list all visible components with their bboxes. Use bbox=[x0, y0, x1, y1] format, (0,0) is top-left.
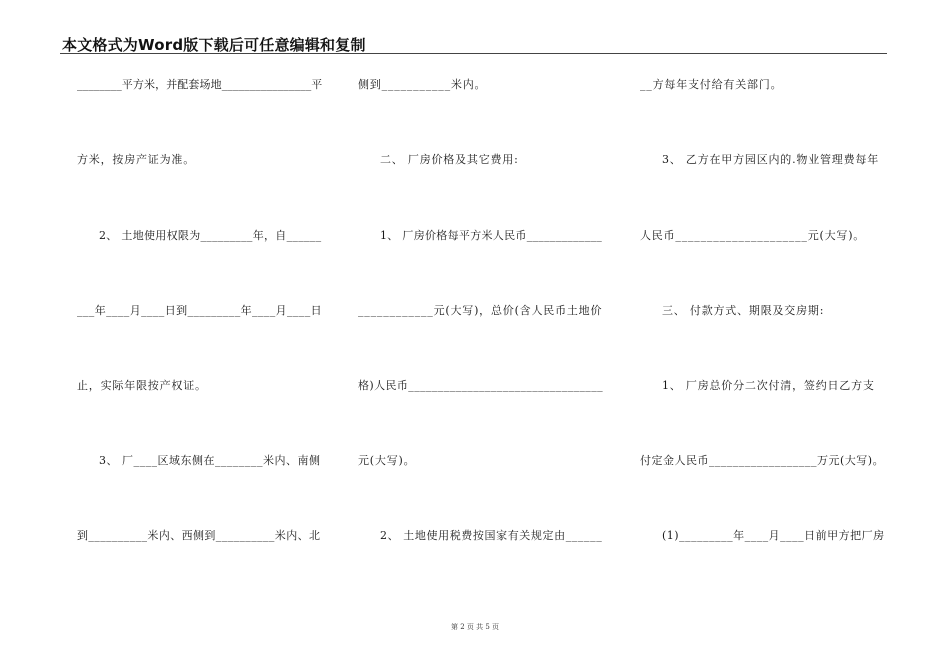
text-column-left bbox=[77, 0, 322, 672]
page-number: 第 2 页 共 5 页 bbox=[450, 623, 500, 631]
text-column-right bbox=[640, 0, 885, 672]
column-line: 侧到___________米内。 bbox=[358, 78, 487, 91]
column-line: 人民币_____________________元(大写)。 bbox=[640, 229, 866, 242]
column-line: 付定金人民币__________________万元(大写)。 bbox=[640, 454, 885, 467]
column-line: 三、 付款方式、期限及交房期: bbox=[662, 304, 825, 317]
column-line: ________平方米，并配套场地________________平 bbox=[77, 78, 323, 91]
column-line: 1、 厂房价格每平方米人民币_____________ bbox=[380, 229, 603, 242]
column-line: 方米，按房产证为准。 bbox=[77, 153, 195, 166]
column-line: 止，实际年限按产权证。 bbox=[77, 379, 207, 392]
column-line: (1)_________年____月____日前甲方把厂房 bbox=[662, 529, 885, 542]
column-line: 格)人民币_________________________________ bbox=[358, 379, 603, 392]
column-line: 1、 厂房总价分二次付清，签约日乙方支 bbox=[662, 379, 875, 392]
column-line: 二、 厂房价格及其它费用: bbox=[380, 153, 519, 166]
text-column-middle bbox=[358, 0, 603, 672]
column-line: 3、 乙方在甲方园区内的.物业管理费每年 bbox=[662, 153, 879, 166]
column-line: ____________元(大写)，总价(含人民币土地价 bbox=[358, 304, 603, 317]
column-line: 2、 土地使用权限为_________年，自______ bbox=[99, 229, 322, 242]
column-line: ___年____月____日到_________年____月____日 bbox=[77, 304, 322, 317]
column-line: 2、 土地使用税费按国家有关规定由______ bbox=[380, 529, 603, 542]
column-line: 3、 厂____区域东侧在________米内、南侧 bbox=[99, 454, 321, 467]
column-line: __方每年支付给有关部门。 bbox=[640, 78, 783, 91]
document-title: 本文格式为Word版下载后可任意编辑和复制 bbox=[62, 36, 366, 54]
column-line: 元(大写)。 bbox=[358, 454, 416, 467]
column-line: 到__________米内、西侧到__________米内、北 bbox=[77, 529, 321, 542]
